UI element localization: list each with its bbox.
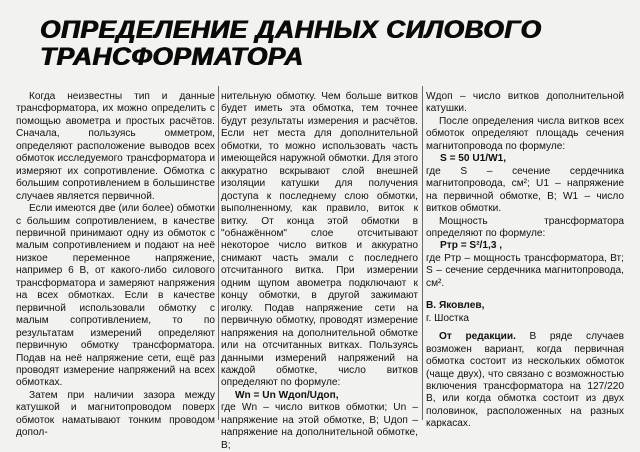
editor-text: В ряде случаев возможен вариант, когда первичная обмотка состоит из нескольких обмоток (чаще двух), что связано с возможностью включения трансформатора на 127/220 В, или когда обмотка состоит из двух половинок, расположенных на разных каркасах. — [426, 331, 624, 430]
paragraph: Мощность трансформатора определяют по формуле: — [426, 215, 624, 239]
title-line-1: ОПРЕДЕЛЕНИЕ ДАННЫХ СИЛОВОГО — [40, 16, 542, 44]
column-2 — [221, 91, 418, 452]
column-divider — [422, 86, 423, 420]
formula-power: Ртр = S²/1,3 , — [440, 240, 503, 252]
author-name: В. Яковлев, — [426, 300, 485, 312]
formula-turns: Wn = Un Wдоп/Uдоп, — [235, 389, 339, 401]
formula-area: S = 50 U1/W1, — [440, 153, 507, 165]
paragraph: Затем при наличии зазора между катушкой и магнитопроводом поверх обмоток наматывают тонким проводом допол- — [16, 389, 215, 439]
column-3 — [426, 91, 624, 431]
paragraph: где Wn – число витков обмотки; Un – напряжение на этой обмотке, В; Uдоп – напряжение на дополнительной обмотке, В; — [221, 402, 418, 451]
paragraph: нительную обмотку. Чем больше витков будет иметь эта обмотка, тем точнее будут результаты измерения и расчётов. Если нет места для дополнительной обмотки, то можно использовать часть имеющейся наружной обмотки. Для этого аккуратно вскрывают слой внешней изоляции катушки для получения доступа к последнему слою обмотки, выполненному, как правило, виток к витку. От конца этой обмотки в "обнажённом" слое отсчитывают некоторое число витков и аккуратно снимают часть эмали с последнего отсчитанного витка. При измерении одним щупом авометра подключают к концу обмотки, в другой зажимают иголку. Подав напряжение сети на первичную обмотку, проводят измерение напряжения на дополнительной обмотке или на отсчитанных витках. Пользуясь данными измерений напряжений на каждой обмотке, число витков определяют по формуле: — [221, 91, 418, 389]
paragraph: где Ртр – мощность трансформатора, Вт; S – сечение сердечника магнитопровода, см². — [426, 252, 624, 289]
author-city: г. Шостка — [426, 312, 469, 324]
title-line-2: ТРАНСФОРМАТОРА — [40, 43, 304, 71]
paragraph: После определения числа витков всех обмоток определяют площадь сечения магнитопровода по формуле: — [426, 115, 624, 152]
paragraph: Если имеются две (или более) обмотки с большим сопротивлением, в качестве первичной принимают одну из обмоток с малым сопротивлением и подают на неё низкое переменное напряжение, например 6 В, от какого-либо силового трансформатора и замеряют напряжения на всех обмотках. Если в качестве первичной использовали обмотку с малым сопротивлением, то по результатам измерений определяют первичную обмотку трансформатора. Подав на неё напряжение сети, ещё раз проводят измерение напряжений на всех обмотках. — [16, 203, 215, 389]
paragraph: Wдоп – число витков дополнительной катушки. — [426, 91, 624, 115]
column-divider — [218, 86, 219, 420]
editor-note — [426, 331, 624, 431]
article-title — [40, 17, 640, 71]
column-1 — [16, 91, 215, 440]
paragraph: где S – сечение сердечника магнитопровода, см²; U1 – напряжение на первичной обмотке, В; W1 – число витков обмотки. — [426, 165, 624, 215]
editor-label: От редакции. — [439, 331, 516, 343]
paragraph: Когда неизвестны тип и данные трансформатора, их можно определить с помощью авометра и простых расчётов. Сначала, пользуясь омметром, определяют расположение выводов всех обмоток исследуемого трансформатора и измеряют их сопротивление. Обмотка с большим сопротивлением в большинстве случаев является первичной. — [16, 91, 215, 202]
